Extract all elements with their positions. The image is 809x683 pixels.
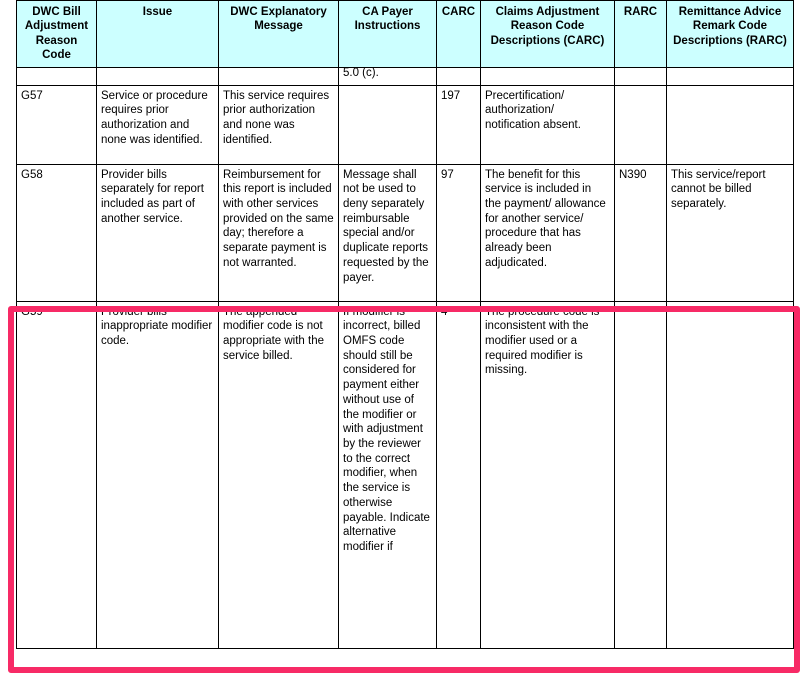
cell-dwc-code: G58 bbox=[17, 164, 97, 301]
cell-text: Message shall not be used to deny separately reimbursable special and/or duplicate reports requested by the payer. bbox=[343, 168, 429, 284]
cell-dwc-code bbox=[17, 67, 97, 85]
cell-rarc bbox=[615, 67, 667, 85]
cell-dwc-explanatory-message bbox=[219, 67, 339, 85]
column-header-rarc-descriptions: Remittance Advice Remark Code Descriptions (RARC) bbox=[667, 1, 794, 68]
cell-dwc-explanatory-message: The appended modifier code is not appropriate with the service billed. bbox=[219, 301, 339, 648]
cell-rarc-description: This service/report cannot be billed separately. bbox=[667, 164, 794, 301]
column-header-carc-descriptions: Claims Adjustment Reason Code Descriptions (CARC) bbox=[481, 1, 615, 68]
table-row bbox=[17, 301, 794, 648]
cell-rarc: N390 bbox=[615, 164, 667, 301]
cell-ca-payer-instructions bbox=[339, 85, 437, 164]
cell-carc: 197 bbox=[437, 85, 481, 164]
column-header-dwc-code: DWC Bill Adjustment Reason Code bbox=[17, 1, 97, 68]
document-sheet bbox=[16, 0, 793, 649]
cell-carc-description: The procedure code is inconsistent with the modifier used or a required modifier is missing. bbox=[481, 301, 615, 648]
cell-dwc-code: G57 bbox=[17, 85, 97, 164]
cell-rarc-description bbox=[667, 301, 794, 648]
cell-carc-description bbox=[481, 67, 615, 85]
cell-text: 5.0 (c). bbox=[343, 66, 379, 79]
table-row bbox=[17, 164, 794, 301]
cell-ca-payer-instructions bbox=[339, 67, 437, 85]
column-header-ca-payer-instructions: CA Payer Instructions bbox=[339, 1, 437, 68]
cell-rarc-description bbox=[667, 85, 794, 164]
table-header-row bbox=[17, 1, 794, 68]
bill-adjustment-reason-code-table bbox=[16, 0, 794, 649]
cell-rarc-description bbox=[667, 67, 794, 85]
cell-dwc-code: G59 bbox=[17, 301, 97, 648]
table-row bbox=[17, 85, 794, 164]
table-row-partial bbox=[17, 67, 794, 85]
column-header-rarc: RARC bbox=[615, 1, 667, 68]
cell-ca-payer-instructions: If modifier is incorrect, billed OMFS code should still be considered for payment either without use of the modifier or with adjustment by the reviewer to the correct modifier, when the service is otherwise payable. Indicate alternative modifier if bbox=[339, 301, 437, 648]
cell-dwc-explanatory-message: This service requires prior authorization and none was identified. bbox=[219, 85, 339, 164]
cell-ca-payer-instructions bbox=[339, 164, 437, 301]
cell-carc: 97 bbox=[437, 164, 481, 301]
column-header-issue: Issue bbox=[97, 1, 219, 68]
cell-carc-description: Precertification/ authorization/ notification absent. bbox=[481, 85, 615, 164]
cell-issue: Provider bills separately for report included as part of another service. bbox=[97, 164, 219, 301]
cell-carc: 4 bbox=[437, 301, 481, 648]
column-header-carc: CARC bbox=[437, 1, 481, 68]
cell-dwc-explanatory-message: Reimbursement for this report is included with other services provided on the same day; therefore a separate payment is not warranted. bbox=[219, 164, 339, 301]
cell-issue: Service or procedure requires prior authorization and none was identified. bbox=[97, 85, 219, 164]
cell-rarc bbox=[615, 85, 667, 164]
cell-carc bbox=[437, 67, 481, 85]
column-header-dwc-explanatory-message: DWC Explanatory Message bbox=[219, 1, 339, 68]
cell-issue bbox=[97, 67, 219, 85]
cell-issue: Provider bills inappropriate modifier code. bbox=[97, 301, 219, 648]
cell-rarc bbox=[615, 301, 667, 648]
cell-carc-description: The benefit for this service is included in the payment/ allowance for another service/ procedure that has already been adjudicated. bbox=[481, 164, 615, 301]
